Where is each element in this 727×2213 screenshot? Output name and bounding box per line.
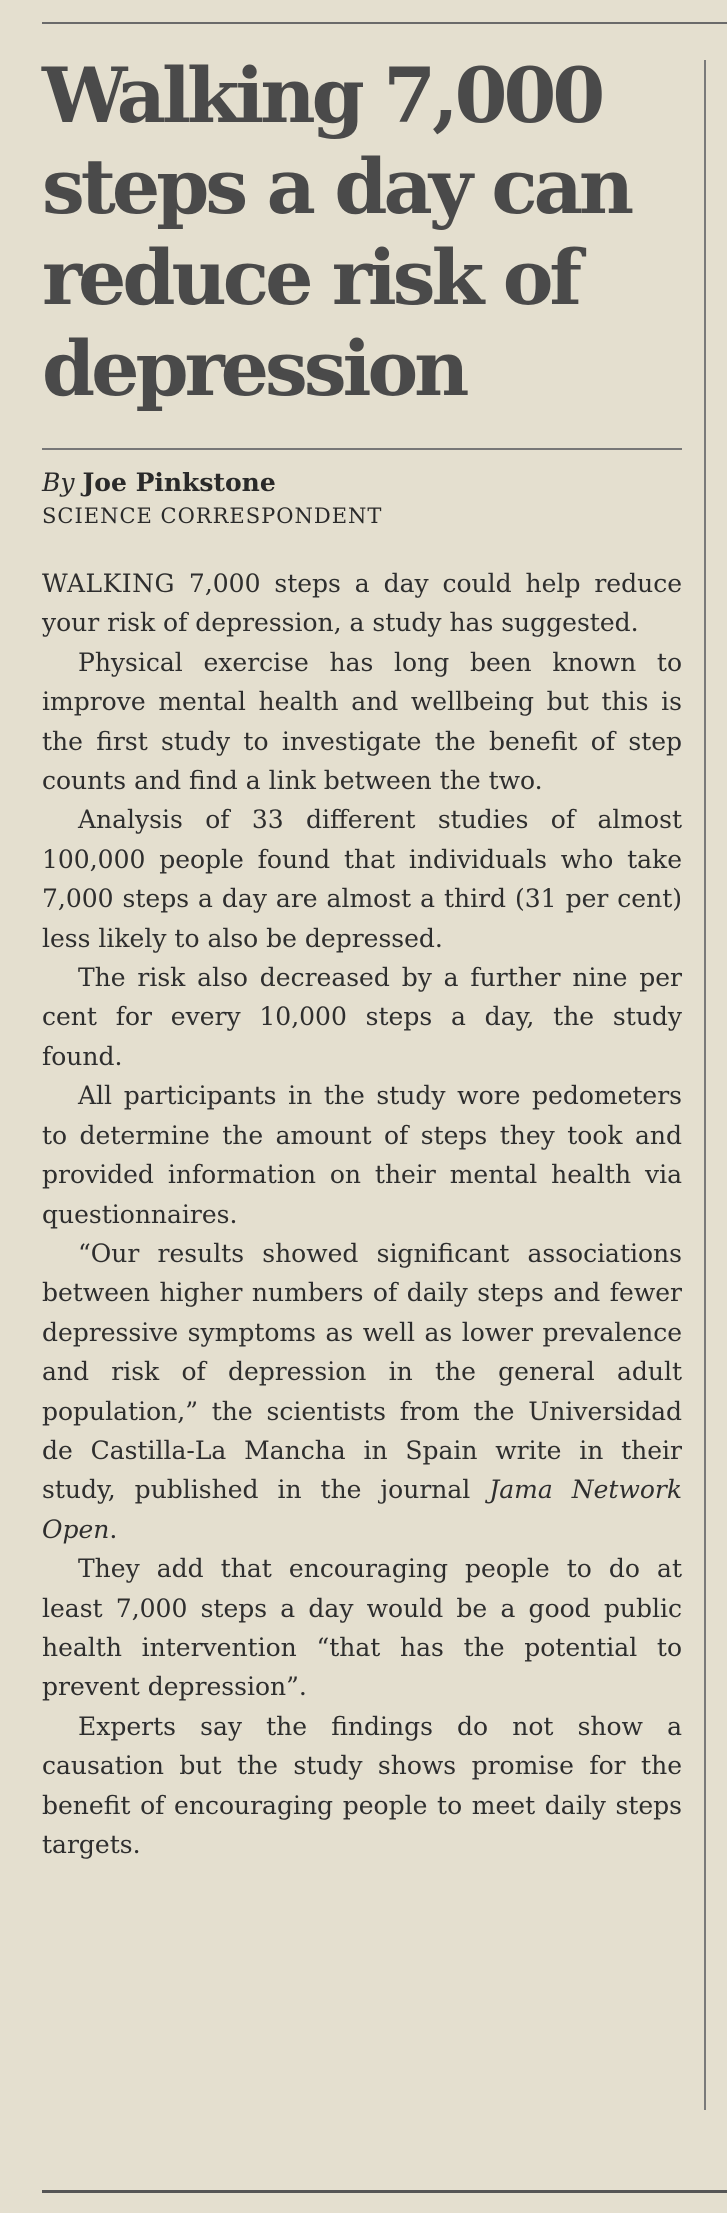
paragraph-lead — [42, 564, 682, 643]
paragraph-4: The risk also decreased by a further nine per cent for every 10,000 steps a day, the study found. — [42, 963, 682, 1071]
article-body — [42, 564, 682, 1864]
paragraph-6-end: . — [109, 1514, 118, 1544]
byline-prefix: By — [42, 468, 75, 497]
byline-name: Joe Pinkstone — [82, 468, 276, 497]
paragraph-8: Experts say the findings do not show a causation but the study shows promise for the benefit of encouraging people to meet daily steps targets. — [42, 1711, 682, 1859]
journal-name: Jama Network Open — [42, 1475, 682, 1544]
byline-role: SCIENCE CORRESPONDENT — [42, 504, 383, 528]
headline-rule — [42, 448, 682, 450]
lead-caps: WALKING — [42, 569, 176, 598]
headline: Walking 7,000 steps a day can reduce risk of depression — [42, 51, 631, 413]
bottom-rule — [42, 2190, 727, 2193]
column-rule — [704, 60, 706, 2110]
paragraph-6-text: “Our results showed significant associations between higher numbers of daily steps and fewer depressive symptoms as well as lower prevalence and risk of depression in the general adult population,” the scientists from the Universidad de Castilla-La Mancha in Spain write in their study, published in the journal — [42, 1238, 682, 1505]
paragraph-6 — [42, 1234, 682, 1549]
paragraph-2: Physical exercise has long been known to improve mental health and wellbeing but this is the first study to investigate the benefit of step counts and find a link between the two. — [42, 647, 682, 796]
byline — [42, 466, 682, 500]
paragraph-5: All participants in the study wore pedometers to determine the amount of steps they took and provided information on their mental health via questionnaires. — [42, 1081, 682, 1229]
paragraph-3: Analysis of 33 different studies of almost 100,000 people found that individuals who take 7,000 steps a day are almost a third (31 per cent) less likely to also be depressed. — [42, 805, 682, 953]
lead-rest: 7,000 steps a day could help reduce your risk of depression, a study has suggested. — [42, 569, 682, 638]
top-rule — [42, 22, 727, 24]
paragraph-7: They add that encouraging people to do at least 7,000 steps a day would be a good public health intervention “that has the potential to prevent depression”. — [42, 1554, 682, 1702]
article — [42, 50, 682, 1864]
